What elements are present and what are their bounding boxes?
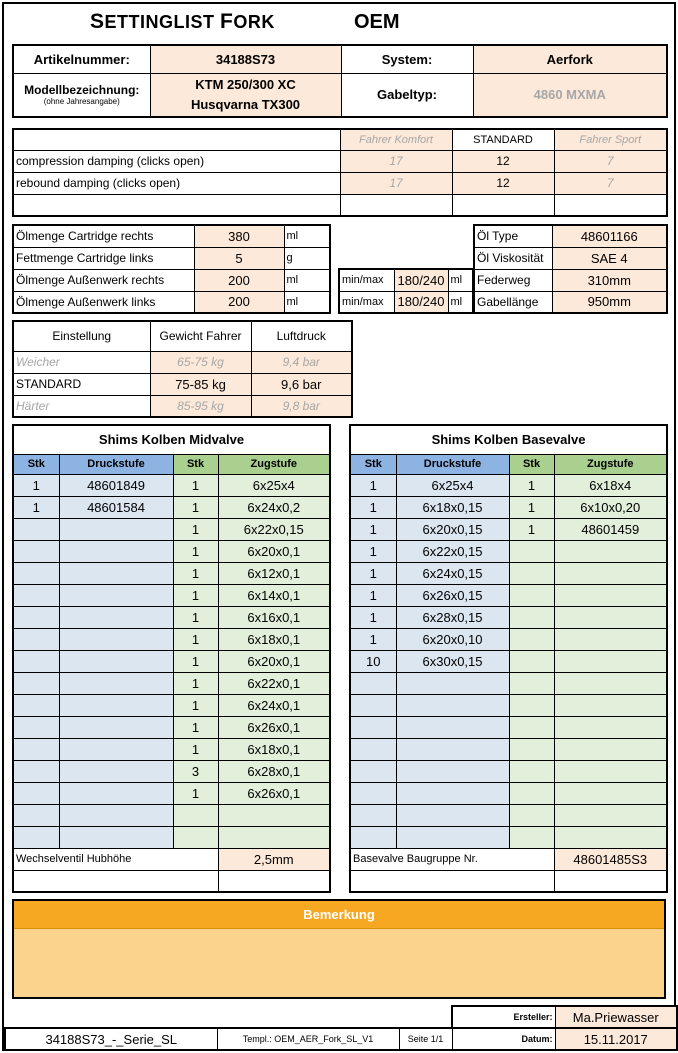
mid-row	[13, 738, 330, 760]
basevalve-title: Shims Kolben Basevalve	[350, 425, 667, 454]
mid-row	[13, 650, 330, 672]
mid-stk-zug: 1	[173, 562, 218, 584]
base-row	[350, 606, 667, 628]
base-stk-zug	[509, 738, 554, 760]
mid-stk-zug	[173, 804, 218, 826]
base-row	[350, 540, 667, 562]
oil-unit: g	[284, 247, 330, 269]
base-zugstufe	[554, 738, 667, 760]
base-stk-druck: 1	[350, 474, 396, 496]
oil-value: 200	[194, 291, 284, 313]
midvalve-title: Shims Kolben Midvalve	[13, 425, 330, 454]
weight-table	[12, 320, 353, 418]
modell-value-2: Husqvarna TX300	[190, 96, 301, 112]
oil-label: Ölmenge Cartridge rechts	[13, 225, 194, 247]
mid-stk-druck	[13, 804, 59, 826]
base-zugstufe	[554, 606, 667, 628]
mid-druckstufe: 48601849	[59, 474, 173, 496]
mid-druckstufe	[59, 672, 173, 694]
mid-zugstufe: 6x25x4	[218, 474, 330, 496]
mid-row	[13, 496, 330, 518]
mid-druckstufe	[59, 606, 173, 628]
rebound-sport: 7	[554, 172, 667, 194]
minmax-unit: ml	[448, 269, 473, 291]
mid-header-stk2: Stk	[173, 454, 218, 474]
base-footer-label: Basevalve Baugruppe Nr.	[350, 848, 554, 870]
mid-stk-zug: 1	[173, 694, 218, 716]
oil-label: Fettmenge Cartridge links	[13, 247, 194, 269]
gabeltyp-label: Gabeltyp:	[341, 73, 473, 117]
mid-stk-druck	[13, 584, 59, 606]
oil-label: Ölmenge Außenwerk rechts	[13, 269, 194, 291]
spec-label: Öl Type	[474, 225, 552, 247]
mid-row	[13, 826, 330, 848]
base-stk-druck: 1	[350, 628, 396, 650]
base-row	[350, 804, 667, 826]
base-row	[350, 738, 667, 760]
base-zugstufe	[554, 760, 667, 782]
col-fahrer-sport: Fahrer Sport	[554, 129, 667, 150]
weight-header-setting: Einstellung	[13, 321, 150, 351]
spec-value: SAE 4	[552, 247, 667, 269]
rebound-label: rebound damping (clicks open)	[13, 172, 340, 194]
mid-row	[13, 672, 330, 694]
mid-druckstufe	[59, 628, 173, 650]
base-row	[350, 694, 667, 716]
mid-row	[13, 760, 330, 782]
weight-setting: Härter	[13, 395, 150, 417]
base-stk-zug	[509, 804, 554, 826]
template-name: Templ.: OEM_AER_Fork_SL_V1	[217, 1028, 399, 1050]
mid-stk-druck	[13, 606, 59, 628]
base-row	[350, 496, 667, 518]
mid-stk-zug: 1	[173, 738, 218, 760]
damping-empty	[13, 194, 340, 216]
compression-sport: 7	[554, 150, 667, 172]
base-stk-zug	[509, 672, 554, 694]
mid-stk-zug: 1	[173, 518, 218, 540]
datum-value: 15.11.2017	[555, 1028, 677, 1050]
oil-spec-table	[473, 224, 668, 314]
mid-stk-zug: 3	[173, 760, 218, 782]
mid-stk-druck	[13, 738, 59, 760]
oil-unit: ml	[284, 291, 330, 313]
mid-zugstufe: 6x20x0,1	[218, 540, 330, 562]
base-header-stk2: Stk	[509, 454, 554, 474]
base-stk-druck: 10	[350, 650, 396, 672]
base-zugstufe	[554, 826, 667, 848]
mid-row	[13, 628, 330, 650]
mid-druckstufe	[59, 804, 173, 826]
base-stk-zug	[509, 826, 554, 848]
minmax-value: 180/240	[394, 269, 448, 291]
minmax-table	[338, 268, 474, 314]
compression-label: compression damping (clicks open)	[13, 150, 340, 172]
mid-footer-empty	[13, 870, 218, 892]
damping-empty	[452, 194, 554, 216]
weight-setting: Weicher	[13, 351, 150, 373]
gabeltyp-value: 4860 MXMA	[473, 73, 667, 117]
base-stk-zug	[509, 606, 554, 628]
base-stk-zug	[509, 650, 554, 672]
mid-stk-druck	[13, 650, 59, 672]
minmax-unit: ml	[448, 291, 473, 313]
midvalve-table	[12, 424, 331, 893]
mid-zugstufe	[218, 826, 330, 848]
mid-druckstufe	[59, 584, 173, 606]
base-zugstufe	[554, 628, 667, 650]
oil-unit: ml	[284, 269, 330, 291]
base-row	[350, 760, 667, 782]
ersteller-value: Ma.Priewasser	[555, 1006, 677, 1028]
mid-stk-druck: 1	[13, 474, 59, 496]
mid-stk-druck: 1	[13, 496, 59, 518]
oem-label: OEM	[354, 11, 400, 33]
mid-druckstufe	[59, 826, 173, 848]
mid-stk-druck	[13, 628, 59, 650]
weight-header-weight: Gewicht Fahrer	[150, 321, 251, 351]
mid-footer-label: Wechselventil Hubhöhe	[13, 848, 218, 870]
pressure-value: 9,4 bar	[251, 351, 352, 373]
mid-row	[13, 716, 330, 738]
modell-label-cell	[13, 73, 150, 117]
weight-value: 65-75 kg	[150, 351, 251, 373]
base-druckstufe: 6x28x0,15	[396, 606, 509, 628]
base-stk-druck	[350, 738, 396, 760]
weight-setting: STANDARD	[13, 373, 150, 395]
mid-stk-zug: 1	[173, 584, 218, 606]
mid-stk-druck	[13, 826, 59, 848]
mid-druckstufe	[59, 760, 173, 782]
mid-row	[13, 562, 330, 584]
mid-druckstufe	[59, 694, 173, 716]
base-zugstufe	[554, 650, 667, 672]
col-fahrer-komfort: Fahrer Komfort	[340, 129, 452, 150]
modell-value-1: KTM 250/300 XC	[195, 76, 296, 92]
mid-stk-druck	[13, 672, 59, 694]
damping-empty	[554, 194, 667, 216]
mid-row	[13, 694, 330, 716]
pressure-value: 9,6 bar	[251, 373, 352, 395]
base-stk-zug	[509, 628, 554, 650]
mid-stk-druck	[13, 518, 59, 540]
spec-label: Gabellänge	[474, 291, 552, 313]
remarks-title: Bemerkung	[14, 901, 664, 929]
base-zugstufe	[554, 584, 667, 606]
base-zugstufe	[554, 540, 667, 562]
mid-druckstufe	[59, 782, 173, 804]
mid-zugstufe: 6x20x0,1	[218, 650, 330, 672]
remarks-box	[12, 899, 666, 999]
mid-zugstufe: 6x24x0,1	[218, 694, 330, 716]
weight-value: 85-95 kg	[150, 395, 251, 417]
base-zugstufe	[554, 694, 667, 716]
base-stk-zug	[509, 782, 554, 804]
base-druckstufe: 6x20x0,10	[396, 628, 509, 650]
mid-header-zugstufe: Zugstufe	[218, 454, 330, 474]
system-label: System:	[341, 45, 473, 73]
mid-druckstufe	[59, 562, 173, 584]
col-standard: STANDARD	[452, 129, 554, 150]
mid-zugstufe: 6x28x0,1	[218, 760, 330, 782]
base-druckstufe	[396, 804, 509, 826]
spec-label: Öl Viskosität	[474, 247, 552, 269]
base-footer-empty	[554, 870, 667, 892]
base-zugstufe	[554, 782, 667, 804]
rebound-standard: 12	[452, 172, 554, 194]
info-table	[12, 44, 668, 118]
base-druckstufe	[396, 672, 509, 694]
datum-label: Datum:	[452, 1028, 555, 1050]
spec-value: 48601166	[552, 225, 667, 247]
mid-stk-zug	[173, 826, 218, 848]
mid-zugstufe: 6x22x0,15	[218, 518, 330, 540]
base-druckstufe: 6x30x0,15	[396, 650, 509, 672]
mid-zugstufe: 6x18x0,1	[218, 738, 330, 760]
oil-table	[12, 224, 331, 314]
base-stk-druck: 1	[350, 584, 396, 606]
ersteller-table	[451, 1005, 678, 1029]
base-footer-empty	[350, 870, 554, 892]
artikel-label: Artikelnummer:	[13, 45, 150, 73]
base-stk-druck	[350, 804, 396, 826]
base-stk-druck: 1	[350, 518, 396, 540]
base-druckstufe: 6x22x0,15	[396, 540, 509, 562]
mid-row	[13, 540, 330, 562]
base-druckstufe	[396, 760, 509, 782]
mid-row	[13, 584, 330, 606]
mid-stk-zug: 1	[173, 650, 218, 672]
base-row	[350, 826, 667, 848]
artikel-value: 34188S73	[150, 45, 341, 73]
base-header-zugstufe: Zugstufe	[554, 454, 667, 474]
mid-zugstufe: 6x14x0,1	[218, 584, 330, 606]
base-druckstufe	[396, 716, 509, 738]
base-footer-value: 48601485S3	[554, 848, 667, 870]
spec-value: 310mm	[552, 269, 667, 291]
mid-stk-zug: 1	[173, 474, 218, 496]
damping-table	[12, 128, 668, 217]
mid-druckstufe: 48601584	[59, 496, 173, 518]
spec-value: 950mm	[552, 291, 667, 313]
doc-name: 34188S73_-_Serie_SL	[5, 1028, 217, 1050]
pressure-value: 9,8 bar	[251, 395, 352, 417]
base-stk-druck: 1	[350, 540, 396, 562]
mid-stk-zug: 1	[173, 716, 218, 738]
mid-header-druckstufe: Druckstufe	[59, 454, 173, 474]
mid-zugstufe: 6x12x0,1	[218, 562, 330, 584]
base-zugstufe	[554, 562, 667, 584]
mid-stk-druck	[13, 760, 59, 782]
base-stk-druck	[350, 672, 396, 694]
mid-zugstufe: 6x22x0,1	[218, 672, 330, 694]
system-value: Aerfork	[473, 45, 667, 73]
mid-druckstufe	[59, 650, 173, 672]
base-druckstufe	[396, 738, 509, 760]
base-druckstufe	[396, 694, 509, 716]
mid-footer-value: 2,5mm	[218, 848, 330, 870]
mid-zugstufe	[218, 804, 330, 826]
page-title: SETTINGLIST FORK	[90, 10, 275, 33]
mid-zugstufe: 6x18x0,1	[218, 628, 330, 650]
base-stk-druck	[350, 760, 396, 782]
base-druckstufe	[396, 782, 509, 804]
mid-stk-druck	[13, 562, 59, 584]
base-stk-zug	[509, 584, 554, 606]
base-row	[350, 518, 667, 540]
mid-stk-zug: 1	[173, 782, 218, 804]
base-row	[350, 474, 667, 496]
oil-unit: ml	[284, 225, 330, 247]
base-zugstufe	[554, 672, 667, 694]
page-number: Seite 1/1	[399, 1028, 452, 1050]
base-zugstufe	[554, 804, 667, 826]
mid-zugstufe: 6x26x0,1	[218, 716, 330, 738]
mid-druckstufe	[59, 716, 173, 738]
base-row	[350, 628, 667, 650]
base-stk-druck: 1	[350, 496, 396, 518]
mid-stk-druck	[13, 540, 59, 562]
base-stk-zug: 1	[509, 474, 554, 496]
base-row	[350, 782, 667, 804]
mid-stk-zug: 1	[173, 628, 218, 650]
mid-row	[13, 782, 330, 804]
base-druckstufe: 6x18x0,15	[396, 496, 509, 518]
spec-label: Federweg	[474, 269, 552, 291]
base-stk-druck	[350, 826, 396, 848]
base-stk-zug	[509, 760, 554, 782]
base-zugstufe	[554, 716, 667, 738]
minmax-value: 180/240	[394, 291, 448, 313]
footer-table	[4, 1027, 678, 1051]
mid-druckstufe	[59, 540, 173, 562]
mid-zugstufe: 6x24x0,2	[218, 496, 330, 518]
mid-stk-druck	[13, 782, 59, 804]
base-stk-druck	[350, 694, 396, 716]
base-stk-druck	[350, 716, 396, 738]
modell-value-cell	[150, 73, 341, 117]
base-druckstufe: 6x25x4	[396, 474, 509, 496]
base-druckstufe: 6x20x0,15	[396, 518, 509, 540]
base-stk-zug: 1	[509, 518, 554, 540]
mid-stk-zug: 1	[173, 606, 218, 628]
base-stk-druck: 1	[350, 562, 396, 584]
mid-druckstufe	[59, 518, 173, 540]
damping-empty	[340, 194, 452, 216]
base-row	[350, 584, 667, 606]
mid-row	[13, 804, 330, 826]
base-zugstufe: 6x10x0,20	[554, 496, 667, 518]
base-stk-zug	[509, 694, 554, 716]
base-row	[350, 672, 667, 694]
compression-komfort: 17	[340, 150, 452, 172]
base-stk-druck: 1	[350, 606, 396, 628]
mid-footer-empty	[218, 870, 330, 892]
modell-sublabel: (ohne Jahresangabe)	[43, 97, 120, 107]
oil-value: 200	[194, 269, 284, 291]
compression-standard: 12	[452, 150, 554, 172]
rebound-komfort: 17	[340, 172, 452, 194]
base-header-druckstufe: Druckstufe	[396, 454, 509, 474]
mid-stk-zug: 1	[173, 540, 218, 562]
base-stk-zug	[509, 562, 554, 584]
mid-row	[13, 518, 330, 540]
oil-label: Ölmenge Außenwerk links	[13, 291, 194, 313]
base-zugstufe: 48601459	[554, 518, 667, 540]
base-row	[350, 562, 667, 584]
ersteller-label: Ersteller:	[452, 1006, 555, 1028]
mid-row	[13, 606, 330, 628]
base-stk-zug	[509, 716, 554, 738]
minmax-label: min/max	[339, 291, 394, 313]
mid-zugstufe: 6x26x0,1	[218, 782, 330, 804]
base-stk-druck	[350, 782, 396, 804]
base-row	[350, 716, 667, 738]
base-stk-zug	[509, 540, 554, 562]
damping-header-empty	[13, 129, 340, 150]
base-header-stk: Stk	[350, 454, 396, 474]
minmax-label: min/max	[339, 269, 394, 291]
base-row	[350, 650, 667, 672]
mid-stk-druck	[13, 694, 59, 716]
base-stk-zug: 1	[509, 496, 554, 518]
mid-druckstufe	[59, 738, 173, 760]
weight-header-pressure: Luftdruck	[251, 321, 352, 351]
oil-value: 5	[194, 247, 284, 269]
mid-stk-zug: 1	[173, 496, 218, 518]
basevalve-table	[349, 424, 668, 893]
base-druckstufe: 6x24x0,15	[396, 562, 509, 584]
mid-zugstufe: 6x16x0,1	[218, 606, 330, 628]
base-zugstufe: 6x18x4	[554, 474, 667, 496]
mid-stk-druck	[13, 716, 59, 738]
weight-value: 75-85 kg	[150, 373, 251, 395]
modell-label: Modellbezeichnung:	[24, 83, 140, 98]
base-druckstufe: 6x26x0,15	[396, 584, 509, 606]
mid-header-stk: Stk	[13, 454, 59, 474]
oil-value: 380	[194, 225, 284, 247]
mid-row	[13, 474, 330, 496]
mid-stk-zug: 1	[173, 672, 218, 694]
base-druckstufe	[396, 826, 509, 848]
